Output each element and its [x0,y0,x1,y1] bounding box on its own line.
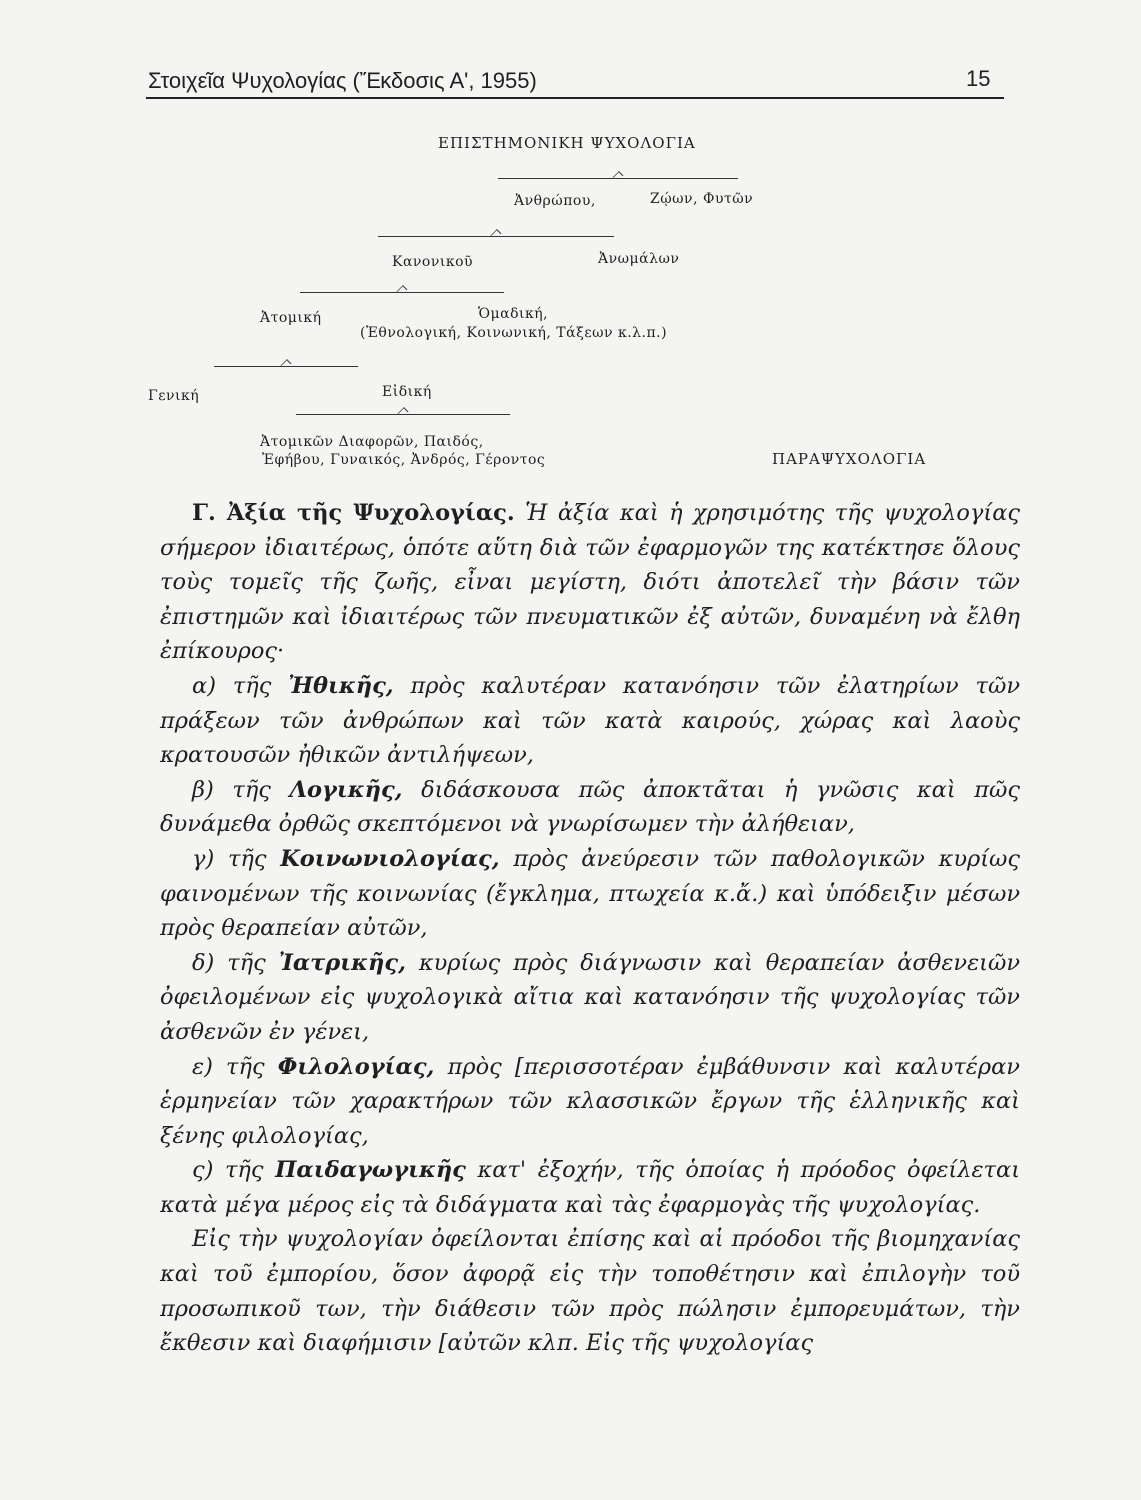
item-marker: δ) τῆς [192,949,266,976]
item-term: Ἰατρικῆς, [278,949,406,976]
tree-brace-3 [300,292,504,303]
tree-l1-right: Ζῴων, Φυτῶν [650,191,754,207]
item-marker: ε) τῆς [192,1053,265,1080]
list-item [160,773,1020,842]
tree-l4-left: Γενική [148,388,200,404]
header-rule [146,97,1004,99]
list-item [160,842,1020,946]
tree-brace-4 [214,366,358,377]
tree-brace-1 [498,178,738,189]
item-text: πρὸς καλυτέραν κατανόησιν τῶν ἐλατηρίων τῶν πράξεων τῶν ἀνθρώπων καὶ τῶν κατὰ καιρούς, χώρας καὶ λαοὺς κρατουσῶν ἠθικῶν ἀντιλήψεων, [160,672,1021,769]
tree-l5-line-1: Ἀτομικῶν Διαφορῶν, Παιδός, [260,434,484,450]
section-heading: Γ. Ἀξία τῆς Ψυχολογίας. [192,500,515,526]
body-text [160,496,1020,1361]
item-text: διδάσκουσα πῶς ἀποκτᾶται ἡ γνῶσις καὶ πῶς δυνάμεθα ὀρθῶς σκεπτόμενοι νὰ γνωρίσωμεν τὴν ἀλήθειαν, [160,776,1021,838]
page-number: 15 [966,66,991,91]
tree-l2-right: Ἀνωμάλων [598,251,680,267]
item-text: κατ' ἐξοχήν, τῆς ὁποίας ἡ πρόοδος ὀφείλεται κατὰ μέγα μέρος εἰς τὰ διδάγματα καὶ τὰς ἐφαρμογὰς τῆς ψυχολογίας. [160,1157,1021,1218]
tree-parapsychology: ΠΑΡΑΨΥΧΟΛΟΓΙΑ [772,450,927,468]
tree-brace-2 [378,236,614,247]
tree-l3-left: Ἀτομική [260,310,322,326]
item-marker: α) τῆς [192,672,272,699]
tree-l3-right-1: Ὁμαδική, [478,306,549,322]
item-marker: β) τῆς [192,776,271,803]
tree-l3-right-2: (Ἐθνολογική, Κοινωνική, Τάξεων κ.λ.π.) [360,325,668,341]
item-marker: ς) τῆς [192,1157,264,1184]
running-title: Στοιχεῖα Ψυχολογίας (Ἔκδοσις Α', 1955) [148,68,537,93]
intro-text: Ἡ ἀξία καὶ ἡ χρησιμότης τῆς ψυχολογίας σήμερον ἰδιαιτέρως, ὁπότε αὕτη διὰ τῶν ἐφαρμογῶν της κατέκτησε ὅλους τοὺς τομεῖς τῆς ζωῆς, εἶναι μεγίστη, διότι ἀποτελεῖ τὴν βάσιν τῶν ἐπιστημῶν καὶ ἰδιαιτέρως τῶν πνευματικῶν ἐξ αὐτῶν, δυναμένη νὰ ἔλθη ἐπίκουρος· [160,500,1021,665]
item-text: κυρίως πρὸς διάγνωσιν καὶ θεραπείαν ἀσθενειῶν ὀφειλομένων εἰς ψυχολογικὰ αἴτια καὶ κατανόησιν τῆς ψυχολογίας τῶν ἀσθενῶν ἐν γένει, [160,949,1021,1045]
tree-l4-right: Εἰδική [382,384,432,400]
intro-paragraph [160,496,1020,669]
tree-l1-left: Ἀνθρώπου, [514,193,596,209]
tree-brace-5 [296,414,510,425]
item-term: Λογικῆς, [289,776,403,803]
tree-l5-line-2: Ἐφήβου, Γυναικός, Ἀνδρός, Γέροντος [262,452,546,468]
item-term: Φιλολογίας, [277,1053,435,1080]
tree-l2-left: Κανονικοῦ [392,254,474,270]
list-item [160,1153,1020,1222]
item-term: Ἠθικῆς, [288,672,394,699]
item-text: πρὸς [περισσοτέραν ἐμβάθυνσιν καὶ καλυτέραν ἑρμηνείαν τῶν χαρακτήρων τῶν κλασσικῶν ἔργων τῆς ἑλληνικῆς καὶ ξένης φιλολογίας, [160,1053,1020,1149]
item-marker: γ) τῆς [192,845,267,872]
item-term: Παιδαγωγικῆς [275,1157,466,1184]
item-term: Κοινωνιολογίας, [280,845,500,872]
closing-paragraph: Εἰς τὴν ψυχολογίαν ὀφείλονται ἐπίσης καὶ αἱ πρόοδοι τῆς βιομηχανίας καὶ τοῦ ἐμπορίου, ὅσον ἀφορᾷ εἰς τὴν τοποθέτησιν καὶ ἐπιλογὴν τοῦ προσωπικοῦ των, τὴν διάθεσιν τῶν πρὸς πώλησιν ἐμπορευμάτων, τὴν ἔκθεσιν καὶ διαφήμισιν [αὐτῶν κλπ. Εἰς τῆς ψυχολογίας [160,1226,1020,1357]
item-text: πρὸς ἀνεύρεσιν τῶν παθολογικῶν κυρίως φαινομένων τῆς κοινωνίας (ἔγκλημα, πτωχεία κ.ἄ.) καὶ ὑπόδειξιν μέσων πρὸς θεραπείαν αὐτῶν, [160,845,1021,942]
list-item [160,946,1020,1050]
list-item [160,1050,1020,1154]
list-item [160,669,1020,773]
tree-root: ΕΠΙΣΤΗΜΟΝΙΚΗ ΨΥΧΟΛΟΓΙΑ [438,134,696,152]
